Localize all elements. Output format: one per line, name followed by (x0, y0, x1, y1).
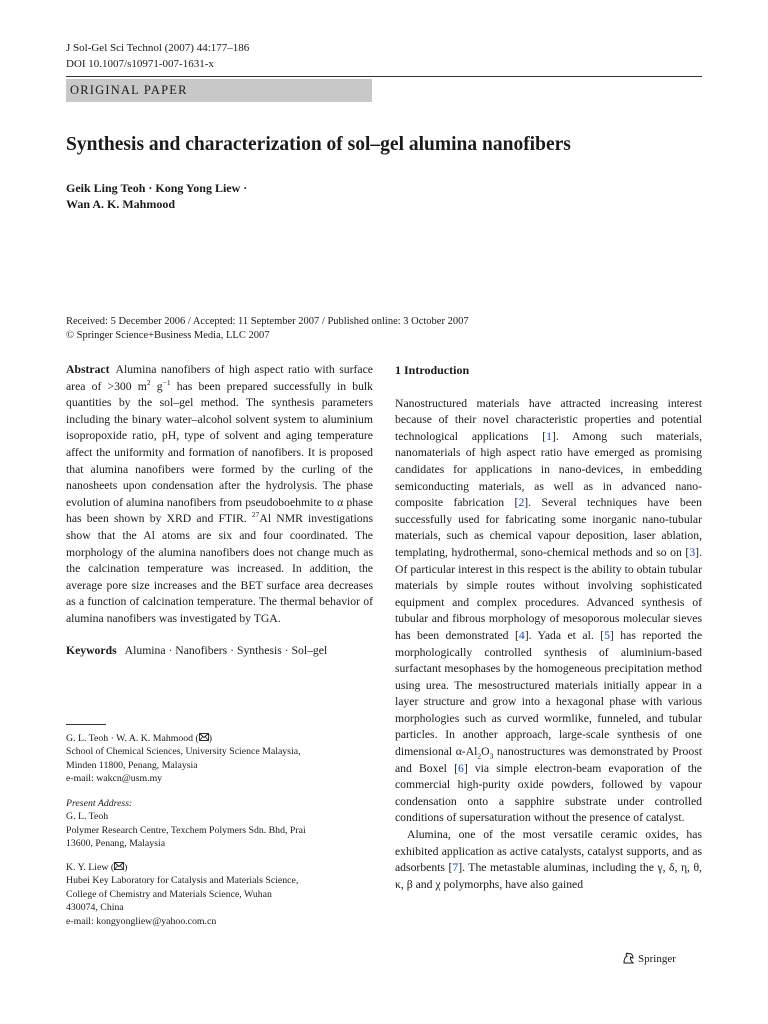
affiliation-1: G. L. Teoh · W. A. K. Mahmood ( ) School of Chemical Sciences, University Science Malaysia, Minden 11800, Penang, Malaysia e-mail: wakcn@usm.my (66, 733, 301, 785)
affiliation-2: K. Y. Liew ( ) Hubei Key Laboratory for Catalysis and Materials Science, College of Chemistry and Materials Science, Wuhan 430074, China e-mail: kongyongliew@yahoo.com.cn (66, 862, 299, 927)
citation-link[interactable]: 2 (518, 496, 525, 510)
citation-link[interactable]: 6 (457, 761, 464, 775)
envelope-icon[interactable] (114, 861, 124, 874)
springer-horse-icon (622, 953, 638, 965)
affiliation-present-address: Present Address: G. L. Teoh Polymer Research Centre, Texchem Polymers Sdn. Bhd, Prai 13600, Penang, Malaysia (66, 798, 306, 850)
citation-link[interactable]: 7 (452, 861, 459, 875)
paper-title: Synthesis and characterization of sol–gel alumina nanofibers (66, 134, 571, 155)
publisher-logo (622, 952, 676, 965)
publication-dates (66, 315, 469, 343)
intro-paragraph-2: Alumina, one of the most versatile ceramic oxides, has exhibited application as active catalysts, catalyst supports, and as adsorbents [7]. The metastable aluminas, including the γ, δ, η, θ, κ, β and χ polymorphs, have also gained (395, 828, 702, 891)
journal-citation (66, 40, 249, 72)
doi-line: DOI 10.1007/s10971-007-1631-x (66, 58, 214, 70)
abstract: Abstract Alumina nanofibers of high aspect ratio with surface area of >300 $m^2$ $g^{-1}$ has been prepared successfully in bulk quantities by the sol–gel method. The synthesis parameters including the binary water–alcohol solvent system to aluminium isopropoxide ratio, pH, type of solvent and aging temperature affect the uniformity and formation of nanofibers. It is proposed that alumina nanofibers were formed by the curling of the nanosheets upon condensation after the hydrolysis. The phase evolution of alumina nanofibers from pseudoboehmite to α phase has been shown by XRD and FTIR. $^{27}$Al NMR investigations show that the Al atoms are six and four coordinated. The morphology of the alumina nanofibers does not change much as the calcination temperature was increased. In addition, the average pore size increases and the BET surface area decreases as a function of calcination temperature. The thermal behavior of alumina nanofibers was investigated by TGA. (66, 363, 374, 625)
citation-link[interactable]: 4 (518, 628, 525, 642)
email-link-2[interactable]: e-mail: kongyongliew@yahoo.com.cn (66, 915, 217, 927)
citation-link[interactable]: 1 (546, 429, 552, 443)
author-list (66, 180, 247, 212)
left-column (66, 362, 373, 659)
intro-paragraph-1: Nanostructured materials have attracted increasing interest because of their novel characteristic properties and potential technological applications [1]. Among such materials, nanomaterials of high aspect ratio have emerged as promising candidates for applications in nano-devices, in embedding semiconducting materials, as well as in advanced nano-composite fabrication [2]. Several techniques have been successfully used for fabricating some inorganic nano-tubular materials, such as chemical vapour deposition, laser ablation, templating, hydrothermal, sono-chemical methods and so on [3]. Of particular interest in this respect is the ability to obtain tubular materials by simple routes without involving sophisticated equipment and complex procedures. Advanced synthesis of tubular and fibrous morphology of mesoporous molecular sieves has been demonstrated [4]. Yada et al. [5] has reported the morphologically controlled synthesis of aluminium-based surfactant mesophases by the homogeneous precipitation method using urea. The mesostructured materials initially appear in a layer structure and grow into a hexagonal phase with various morphologies such as curved wormlike, funneled, and tubular particles. In another approach, large-scale synthesis of one dimensional $\alpha-Al_2O_3$ nanostructures was demonstrated by Proost and Boxel [6] via simple electron-beam evaporation of the commercial high-purity oxide powders, followed by vapour condensation onto a sapphire substrate under controlled conditions of supersaturation without the presence of catalyst. (395, 396, 703, 825)
section-heading-introduction: 1 Introduction (395, 363, 470, 377)
citation-link[interactable]: 5 (604, 628, 610, 642)
header-rule (66, 76, 702, 77)
right-column (395, 362, 702, 893)
email-link-1[interactable]: e-mail: wakcn@usm.my (66, 773, 163, 785)
envelope-icon[interactable] (199, 732, 209, 745)
keywords-text: Alumina · Nanofibers · Synthesis · Sol–gel (124, 643, 328, 657)
copyright-line: © Springer Science+Business Media, LLC 2007 (66, 330, 270, 341)
abstract-label: Abstract (66, 363, 110, 376)
keywords-label: Keywords (66, 643, 117, 657)
publisher-name: Springer (638, 953, 676, 965)
received-line: Received: 5 December 2006 / Accepted: 11 September 2007 / Published online: 3 October 2007 (66, 316, 469, 327)
citation-link[interactable]: 3 (689, 545, 696, 559)
affiliation-rule (66, 724, 106, 725)
article-type-banner: ORIGINAL PAPER (66, 79, 372, 102)
keywords (66, 643, 373, 660)
author-line-1: Geik Ling Teoh · Kong Yong Liew · (66, 181, 248, 195)
author-line-2: Wan A. K. Mahmood (66, 197, 176, 211)
journal-line: J Sol-Gel Sci Technol (2007) 44:177–186 (66, 42, 250, 54)
